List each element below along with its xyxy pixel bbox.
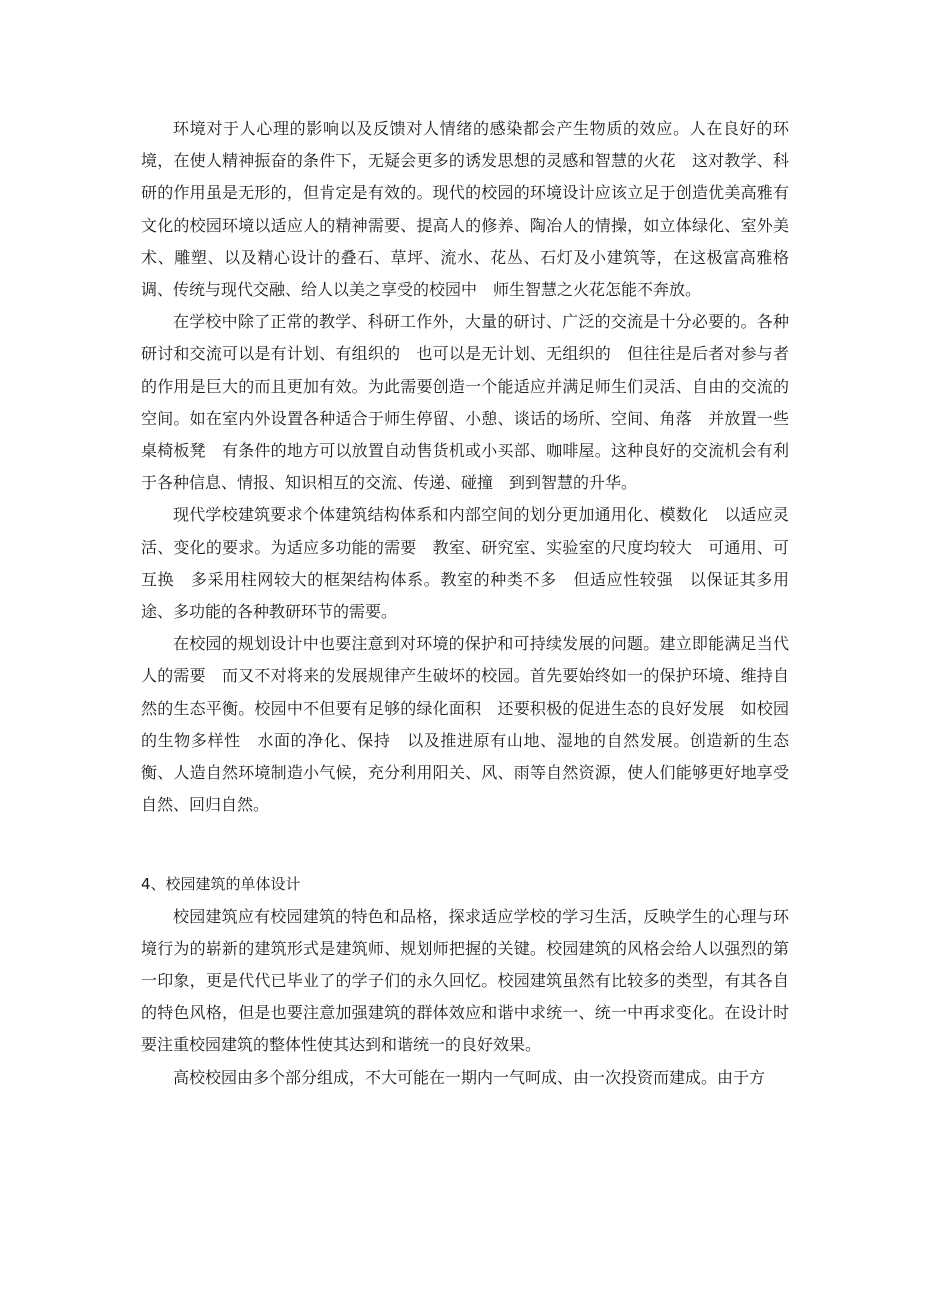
paragraph-communication-space: 在学校中除了正常的教学、科研工作外，大量的研讨、广泛的交流是十分必要的。各种研讨和交流可以是有计划、有组织的 也可以是无计划、无组织的 但往往是后者对参与者的作用是巨大的而且更加有效。为此需要创造一个能适应并满足师生们灵活、自由的交流的空间。如在室内外设置各种适合于师生停留、小憩、谈话的场所、空间、角落 并放置一些桌椅板凳 有条件的地方可以放置自动售货机或小买部、咖啡屋。这种良好的交流机会有利于各种信息、情报、知识相互的交流、传递、碰撞 到到智慧的升华。 <box>141 312 789 493</box>
paragraph-sustainability: 在校园的规划设计中也要注意到对环境的保护和可持续发展的问题。建立即能满足当代人的需要 而又不对将来的发展规律产生破坏的校园。首先要始终如一的保护环境、维持自然的生态平衡。校园中不但要有足够的绿化面积 还要积极的促进生态的良好发展 如校园的生物多样性 水面的净化、保持 以及推进原有山地、湿地的自然发展。创造新的生态衡、人造自然环境制造小气候，充分利用阳关、风、雨等自然资源，使人们能够更好地享受自然、回归自然。 <box>141 634 789 815</box>
paragraph-environment-psychology: 环境对于人心理的影响以及反馈对人情绪的感染都会产生物质的效应。人在良好的环境，在使人精神振奋的条件下，无疑会更多的诱发思想的灵感和智慧的火花 这对教学、科研的作用虽是无形的，但肯定是有效的。现代的校园的环境设计应该立足于创造优美高雅有文化的校园环境以适应人的精神需要、提高人的修养、陶冶人的情操，如立体绿化、室外美术、雕塑、以及精心设计的叠石、草坪、流水、花丛、石灯及小建筑等，在这极富高雅格调、传统与现代交融、给人以美之享受的校园中 师生智慧之火花怎能不奔放。 <box>141 119 789 300</box>
paragraph-flexible-structure: 现代学校建筑要求个体建筑结构体系和内部空间的划分更加通用化、模数化 以适应灵活、变化的要求。为适应多功能的需要 教室、研究室、实验室的尺度均较大 可通用、可互换 多采用柱网较大的框架结构体系。教室的种类不多 但适应性较强 以保证其多用途、多功能的各种教研环节的需要。 <box>141 505 789 622</box>
section-heading: 4、校园建筑的单体设计 <box>141 875 301 894</box>
paragraph-building-style: 校园建筑应有校园建筑的特色和品格，探求适应学校的学习生活，反映学生的心理与环境行为的崭新的建筑形式是建筑师、规划师把握的关键。校园建筑的风格会给人以强烈的第一印象，更是代代已毕业了的学子们的永久回忆。校园建筑虽然有比较多的类型，有其各自的特色风格，但是也要注意加强建筑的群体效应和谐中求统一、统一中再求变化。在设计时要注重校园建筑的整体性使其达到和谐统一的良好效果。 <box>141 906 789 1055</box>
paragraph-campus-phases: 高校校园由多个部分组成，不大可能在一期内一气呵成、由一次投资而建成。由于方 <box>173 1067 766 1087</box>
document-body <box>141 113 789 1094</box>
